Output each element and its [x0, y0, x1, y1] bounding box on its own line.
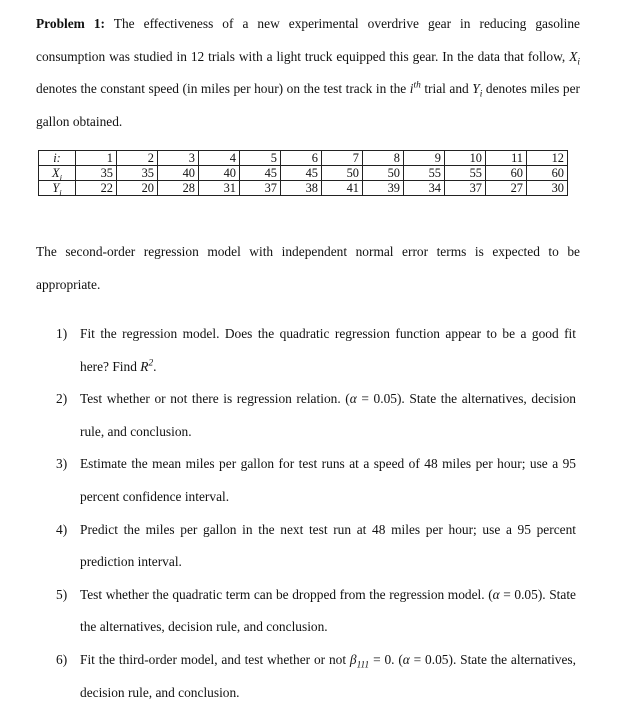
table-cell: 1	[76, 151, 117, 166]
table-cell: 10	[445, 151, 486, 166]
table-cell: 38	[281, 181, 322, 196]
question-number: 2)	[56, 391, 68, 407]
table-cell: 39	[363, 181, 404, 196]
question-number: 6)	[56, 651, 68, 667]
list-item: 3) Estimate the mean miles per gallon for test runs at a speed of 48 miles per hour; use a 95 percent confidence interval.	[56, 448, 576, 513]
table-cell: 20	[117, 181, 158, 196]
table-cell: 9	[404, 151, 445, 166]
intro-text-3: trial and	[420, 81, 473, 97]
model-description: The second-order regression model with independent normal error terms is expected to be appropriate.	[36, 244, 580, 292]
table-cell: 37	[445, 181, 486, 196]
question-number: 1)	[56, 326, 68, 341]
r-squared-symbol: $R^2$	[140, 358, 154, 374]
table-cell: 35	[117, 166, 158, 181]
intro-text-2: denotes the constant speed (in miles per hour) on the test track in the	[36, 81, 410, 97]
table-row-index	[39, 151, 568, 166]
table-cell: 2	[117, 151, 158, 166]
question-number: 5)	[56, 586, 68, 602]
intro-text-4: denotes miles per gallon obtained.	[36, 81, 580, 129]
table-cell: 40	[158, 166, 199, 181]
y-symbol: $Y_i$	[472, 81, 483, 100]
table-cell: 30	[527, 181, 568, 196]
table-cell: 37	[240, 181, 281, 196]
row-label-y: $Y_i$	[39, 181, 76, 196]
table-cell: 27	[486, 181, 527, 196]
table-cell: 45	[240, 166, 281, 181]
alpha-symbol: α	[402, 651, 410, 667]
question-list	[56, 318, 576, 709]
list-item: 6) Fit the third-order model, and test whether or not $\beta_{111} = 0$. (α = 0.05). State the alternatives, decision rule, and conclusion.	[56, 644, 576, 709]
table-cell: 4	[199, 151, 240, 166]
table-cell: 50	[363, 166, 404, 181]
table-row-x	[39, 166, 568, 181]
table-cell: 55	[404, 166, 445, 181]
row-label-x: $X_i$	[39, 166, 76, 181]
data-table	[38, 150, 568, 196]
table-cell: 60	[486, 166, 527, 181]
table-cell: 40	[199, 166, 240, 181]
table-cell: 8	[363, 151, 404, 166]
beta-symbol: $\beta_{111}$	[349, 651, 370, 671]
table-cell: 3	[158, 151, 199, 166]
question-number: 3)	[56, 456, 68, 472]
table-cell: 45	[281, 166, 322, 181]
problem-label: Problem 1:	[36, 16, 106, 31]
x-symbol: $X_i$	[569, 48, 580, 68]
alpha-symbol: α	[492, 586, 500, 602]
list-item: 1) Fit the regression model. Does the quadratic regression function appear to be a good fit here? Find $R^2$.	[56, 318, 576, 383]
problem-intro	[36, 8, 580, 138]
table-cell: 34	[404, 181, 445, 196]
ith-symbol: $i^{th}$	[409, 80, 421, 97]
table-cell: 35	[76, 166, 117, 181]
question-number: 4)	[56, 521, 68, 537]
table-cell: 31	[199, 181, 240, 196]
table-cell: 60	[527, 166, 568, 181]
table-cell: 50	[322, 166, 363, 181]
table-cell: 5	[240, 151, 281, 166]
alpha-symbol: α	[349, 391, 357, 407]
table-cell: 22	[76, 181, 117, 196]
list-item: 5) Test whether the quadratic term can be dropped from the regression model. (α = 0.05). State the alternatives, decision rule, and conclusion.	[56, 579, 576, 644]
table-cell: 12	[527, 151, 568, 166]
problem-document	[36, 8, 580, 700]
list-item: 4) Predict the miles per gallon in the next test run at 48 miles per hour; use a 95 percent prediction interval.	[56, 514, 576, 579]
intro-text-1: The effectiveness of a new experimental overdrive gear in reducing gasoline consumption was studied in 12 trials with a light truck equipped this gear. In the data that follow,	[36, 16, 580, 64]
table-cell: 41	[322, 181, 363, 196]
list-item: 2) Test whether or not there is regression relation. (α = 0.05). State the alternatives, decision rule, and conclusion.	[56, 383, 576, 448]
table-row-y	[39, 181, 568, 196]
table-cell: 11	[486, 151, 527, 166]
table-cell: 28	[158, 181, 199, 196]
table-cell: 7	[322, 151, 363, 166]
table-cell: 55	[445, 166, 486, 181]
table-cell: 6	[281, 151, 322, 166]
row-label-i: i:	[39, 151, 76, 166]
